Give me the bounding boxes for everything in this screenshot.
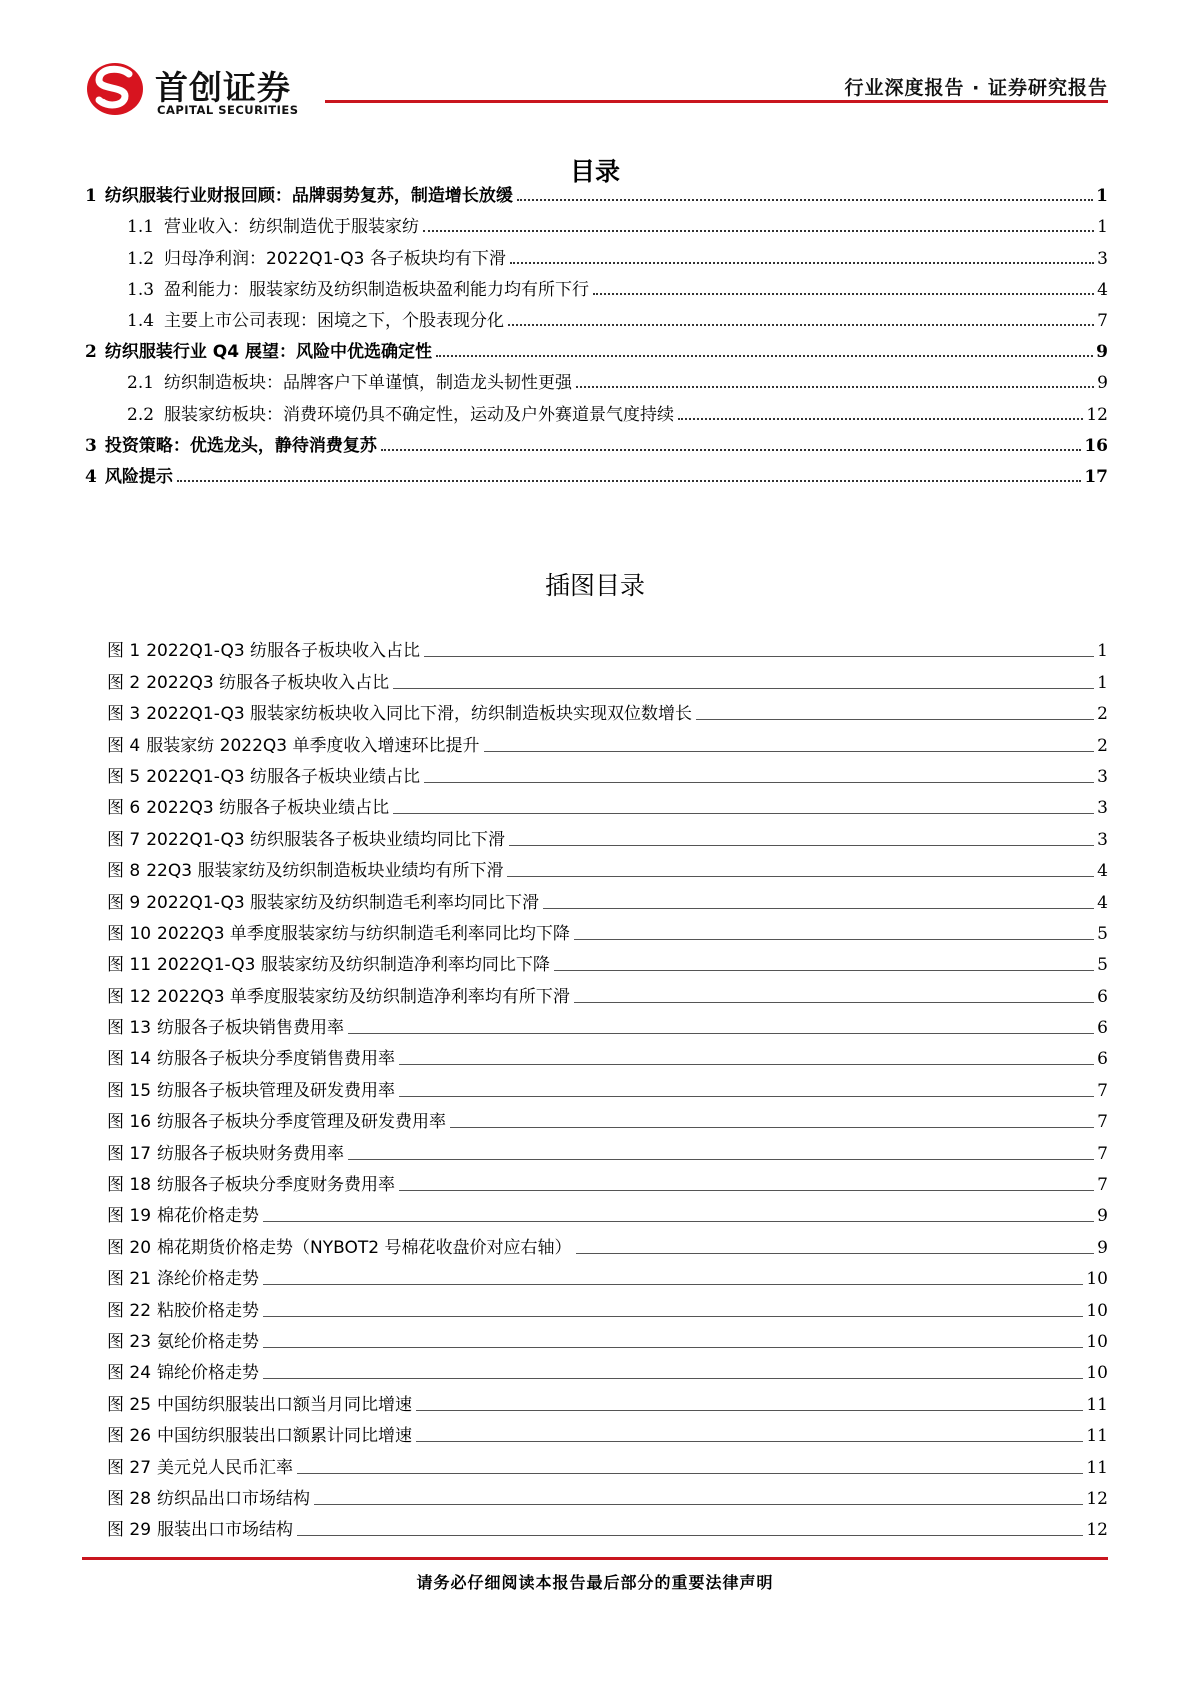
figure-entry[interactable]	[85, 1478, 1108, 1509]
entry-title: 纺服各子板块分季度销售费用率	[157, 1049, 396, 1070]
entry-page-number: 12	[1086, 1520, 1108, 1541]
dot-leader	[576, 1252, 1095, 1254]
dot-leader	[507, 875, 1094, 877]
dot-leader	[696, 718, 1094, 720]
entry-page-number: 9	[1096, 342, 1108, 363]
entry-title: 2022Q3 单季度服装家纺及纺织制造净利率均有所下滑	[157, 986, 570, 1007]
toc-entry[interactable]	[85, 300, 1108, 331]
entry-page-number: 9	[1097, 373, 1108, 394]
entry-number: 图 23	[107, 1331, 152, 1352]
entry-number: 1.4	[127, 310, 155, 331]
figure-entry[interactable]	[85, 944, 1108, 975]
entry-page-number: 12	[1086, 1488, 1108, 1509]
entry-title: 锦纶价格走势	[157, 1363, 260, 1384]
entry-page-number: 9	[1097, 1237, 1108, 1258]
entry-title: 氨纶价格走势	[157, 1331, 260, 1352]
figure-entry[interactable]	[85, 1352, 1108, 1383]
toc-entry[interactable]	[85, 331, 1108, 362]
entry-number: 图 16	[107, 1112, 152, 1133]
entry-title: 营业收入：纺织制造优于服装家纺	[164, 217, 420, 238]
entry-title: 服装出口市场结构	[157, 1520, 294, 1541]
entry-number: 图 22	[107, 1300, 152, 1321]
figure-entry[interactable]	[85, 1195, 1108, 1226]
entry-number: 2.2	[127, 404, 155, 425]
dot-leader	[348, 1032, 1094, 1034]
dot-leader	[393, 687, 1094, 689]
capital-securities-logo-icon	[85, 60, 145, 118]
figure-entry[interactable]	[85, 818, 1108, 849]
entry-title: 棉花期货价格走势（NYBOT2 号棉花收盘价对应右轴）	[157, 1237, 572, 1258]
dot-leader	[416, 1440, 1083, 1442]
entry-number: 2	[85, 342, 97, 363]
entry-page-number: 1	[1097, 641, 1108, 662]
entry-title: 美元兑人民币汇率	[157, 1457, 294, 1478]
entry-title: 归母净利润：2022Q1-Q3 各子板块均有下滑	[164, 248, 506, 269]
figure-entry[interactable]	[85, 661, 1108, 692]
dot-leader	[263, 1377, 1083, 1379]
toc-entry[interactable]	[85, 362, 1108, 393]
entry-title: 中国纺织服装出口额当月同比增速	[157, 1394, 413, 1415]
toc-entry[interactable]	[85, 237, 1108, 268]
figure-entry[interactable]	[85, 1132, 1108, 1163]
dot-leader	[348, 1158, 1094, 1160]
company-logo	[85, 58, 325, 118]
figure-list-heading: 插图目录	[544, 571, 645, 600]
entry-number: 图 26	[107, 1426, 152, 1447]
entry-number: 图 27	[107, 1457, 152, 1478]
figure-entry[interactable]	[85, 1383, 1108, 1414]
entry-title: 纺服各子板块管理及研发费用率	[157, 1080, 396, 1101]
entry-page-number: 3	[1097, 248, 1108, 269]
entry-page-number: 9	[1097, 1206, 1108, 1227]
dot-leader	[314, 1503, 1083, 1505]
figure-entry[interactable]	[85, 1101, 1108, 1132]
dot-leader	[436, 354, 1093, 357]
figure-entry[interactable]	[85, 850, 1108, 881]
entry-page-number: 1	[1097, 672, 1108, 693]
entry-title: 2022Q1-Q3 服装家纺板块收入同比下滑，纺织制造板块实现双位数增长	[146, 704, 693, 725]
entry-page-number: 7	[1097, 310, 1108, 331]
footer-divider	[82, 1557, 1108, 1560]
figure-entry[interactable]	[85, 1164, 1108, 1195]
entry-number: 图 19	[107, 1206, 152, 1227]
dot-leader	[399, 1189, 1094, 1191]
figure-entry[interactable]	[85, 1007, 1108, 1038]
entry-number: 图 10	[107, 923, 152, 944]
dot-leader	[678, 417, 1083, 420]
entry-title: 纺织服装行业财报回顾：品牌弱势复苏，制造增长放缓	[104, 186, 513, 207]
entry-title: 纺织制造板块：品牌客户下单谨慎，制造龙头韧性更强	[164, 373, 573, 394]
figure-list	[85, 630, 1108, 1540]
report-type-title: 行业深度报告 · 证券研究报告	[844, 77, 1108, 99]
dot-leader	[517, 198, 1093, 201]
entry-title: 2022Q3 单季度服装家纺与纺织制造毛利率同比均下降	[157, 923, 570, 944]
figure-entry[interactable]	[85, 1289, 1108, 1320]
dot-leader	[297, 1534, 1083, 1536]
entry-page-number: 5	[1097, 923, 1108, 944]
entry-number: 图 2	[107, 672, 141, 693]
dot-leader	[424, 781, 1094, 783]
entry-page-number: 10	[1086, 1269, 1108, 1290]
entry-page-number: 2	[1097, 704, 1108, 725]
entry-number: 图 4	[107, 735, 141, 756]
entry-number: 图 18	[107, 1175, 152, 1196]
dot-leader	[574, 1001, 1094, 1003]
toc-entry[interactable]	[85, 175, 1108, 206]
dot-leader	[263, 1283, 1083, 1285]
page-header	[0, 0, 1190, 120]
dot-leader	[177, 479, 1081, 482]
dot-leader	[576, 385, 1094, 388]
dot-leader	[593, 292, 1094, 295]
entry-title: 纺服各子板块分季度财务费用率	[157, 1175, 396, 1196]
entry-page-number: 10	[1086, 1363, 1108, 1384]
entry-number: 图 5	[107, 766, 141, 787]
figure-entry[interactable]	[85, 1509, 1108, 1540]
dot-leader	[263, 1315, 1083, 1317]
dot-leader	[554, 969, 1094, 971]
entry-page-number: 1	[1097, 217, 1108, 238]
dot-leader	[263, 1346, 1083, 1348]
entry-title: 服装家纺板块：消费环境仍具不确定性，运动及户外赛道景气度持续	[164, 404, 675, 425]
entry-title: 纺服各子板块分季度管理及研发费用率	[157, 1112, 447, 1133]
dot-leader	[543, 907, 1094, 909]
entry-title: 2022Q1-Q3 纺服各子板块业绩占比	[146, 766, 421, 787]
toc-entry[interactable]	[85, 393, 1108, 424]
entry-number: 图 9	[107, 892, 141, 913]
figure-entry[interactable]	[85, 630, 1108, 661]
entry-page-number: 3	[1097, 829, 1108, 850]
entry-number: 图 7	[107, 829, 141, 850]
entry-number: 图 29	[107, 1520, 152, 1541]
dot-leader	[424, 655, 1094, 657]
dot-leader	[399, 1095, 1094, 1097]
toc-entry[interactable]	[85, 269, 1108, 300]
legal-disclaimer-note: 请务必仔细阅读本报告最后部分的重要法律声明	[416, 1573, 774, 1592]
entry-number: 图 17	[107, 1143, 152, 1164]
entry-page-number: 6	[1097, 1049, 1108, 1070]
entry-title: 纺服各子板块财务费用率	[157, 1143, 345, 1164]
entry-number: 4	[85, 466, 97, 487]
entry-number: 3	[85, 435, 97, 456]
dot-leader	[450, 1126, 1094, 1128]
entry-title: 粘胶价格走势	[157, 1300, 260, 1321]
figure-entry[interactable]	[85, 1226, 1108, 1257]
table-of-contents	[85, 175, 1108, 487]
entry-page-number: 5	[1097, 955, 1108, 976]
entry-number: 图 24	[107, 1363, 152, 1384]
entry-number: 图 3	[107, 704, 141, 725]
dot-leader	[393, 812, 1094, 814]
entry-page-number: 1	[1096, 186, 1108, 207]
dot-leader	[423, 229, 1094, 232]
entry-title: 2022Q1-Q3 纺服各子板块收入占比	[146, 641, 421, 662]
entry-page-number: 11	[1086, 1394, 1108, 1415]
figure-entry[interactable]	[85, 881, 1108, 912]
entry-title: 22Q3 服装家纺及纺织制造板块业绩均有所下滑	[146, 861, 504, 882]
dot-leader	[399, 1063, 1094, 1065]
entry-number: 图 6	[107, 798, 141, 819]
entry-page-number: 11	[1086, 1426, 1108, 1447]
entry-title: 中国纺织服装出口额累计同比增速	[157, 1426, 413, 1447]
entry-number: 1.2	[127, 248, 155, 269]
entry-number: 1	[85, 186, 97, 207]
entry-number: 图 21	[107, 1269, 152, 1290]
figure-entry[interactable]	[85, 724, 1108, 755]
entry-page-number: 3	[1097, 798, 1108, 819]
entry-number: 图 25	[107, 1394, 152, 1415]
figure-entry[interactable]	[85, 913, 1108, 944]
figure-entry[interactable]	[85, 1069, 1108, 1100]
entry-number: 1.3	[127, 279, 155, 300]
figure-entry[interactable]	[85, 756, 1108, 787]
entry-number: 图 28	[107, 1488, 152, 1509]
entry-title: 涤纶价格走势	[157, 1269, 260, 1290]
entry-title: 纺服各子板块销售费用率	[157, 1018, 345, 1039]
entry-page-number: 7	[1097, 1080, 1108, 1101]
entry-page-number: 6	[1097, 986, 1108, 1007]
dot-leader	[508, 323, 1094, 326]
logo-english-name: CAPITAL SECURITIES	[157, 103, 299, 117]
toc-heading: 目录	[569, 157, 620, 186]
dot-leader	[416, 1409, 1083, 1411]
entry-title: 棉花价格走势	[157, 1206, 260, 1227]
entry-title: 2022Q1-Q3 服装家纺及纺织制造毛利率均同比下滑	[146, 892, 540, 913]
entry-page-number: 17	[1084, 466, 1108, 487]
entry-title: 2022Q3 纺服各子板块业绩占比	[146, 798, 390, 819]
entry-page-number: 4	[1097, 279, 1108, 300]
entry-page-number: 2	[1097, 735, 1108, 756]
entry-number: 图 14	[107, 1049, 152, 1070]
dot-leader	[574, 938, 1094, 940]
entry-title: 纺织服装行业 Q4 展望：风险中优选确定性	[104, 342, 432, 363]
figure-entry[interactable]	[85, 693, 1108, 724]
toc-entry[interactable]	[85, 425, 1108, 456]
dot-leader	[263, 1220, 1094, 1222]
toc-entry[interactable]	[85, 206, 1108, 237]
dot-leader	[509, 844, 1094, 846]
figure-entry[interactable]	[85, 1446, 1108, 1477]
entry-page-number: 7	[1097, 1175, 1108, 1196]
entry-title: 风险提示	[104, 466, 173, 487]
entry-title: 2022Q1-Q3 服装家纺及纺织制造净利率均同比下降	[157, 955, 550, 976]
figure-entry[interactable]	[85, 787, 1108, 818]
entry-number: 1.1	[127, 217, 155, 238]
entry-number: 图 13	[107, 1018, 152, 1039]
entry-number: 图 8	[107, 861, 141, 882]
entry-number: 2.1	[127, 373, 155, 394]
entry-page-number: 11	[1086, 1457, 1108, 1478]
entry-page-number: 12	[1086, 404, 1108, 425]
entry-page-number: 10	[1086, 1331, 1108, 1352]
entry-number: 图 1	[107, 641, 141, 662]
dot-leader	[484, 750, 1095, 752]
entry-page-number: 4	[1097, 892, 1108, 913]
entry-number: 图 15	[107, 1080, 152, 1101]
entry-title: 盈利能力：服装家纺及纺织制造板块盈利能力均有所下行	[164, 279, 590, 300]
dot-leader	[297, 1472, 1083, 1474]
entry-number: 图 20	[107, 1237, 152, 1258]
header-divider	[325, 100, 1108, 103]
entry-page-number: 7	[1097, 1112, 1108, 1133]
entry-page-number: 4	[1097, 861, 1108, 882]
entry-number: 图 12	[107, 986, 152, 1007]
figure-entry[interactable]	[85, 975, 1108, 1006]
entry-page-number: 10	[1086, 1300, 1108, 1321]
entry-title: 2022Q1-Q3 纺织服装各子板块业绩均同比下滑	[146, 829, 506, 850]
dot-leader	[381, 448, 1081, 451]
entry-number: 图 11	[107, 955, 152, 976]
entry-page-number: 16	[1084, 435, 1108, 456]
logo-chinese-name: 首创证券	[155, 68, 291, 107]
figure-entry[interactable]	[85, 1415, 1108, 1446]
entry-page-number: 6	[1097, 1018, 1108, 1039]
figure-entry[interactable]	[85, 1321, 1108, 1352]
toc-entry[interactable]	[85, 456, 1108, 487]
entry-page-number: 7	[1097, 1143, 1108, 1164]
entry-title: 2022Q3 纺服各子板块收入占比	[146, 672, 390, 693]
entry-title: 投资策略：优选龙头，静待消费复苏	[104, 435, 377, 456]
dot-leader	[510, 261, 1094, 264]
entry-page-number: 3	[1097, 766, 1108, 787]
figure-entry[interactable]	[85, 1038, 1108, 1069]
figure-entry[interactable]	[85, 1258, 1108, 1289]
entry-title: 纺织品出口市场结构	[157, 1488, 311, 1509]
entry-title: 服装家纺 2022Q3 单季度收入增速环比提升	[146, 735, 480, 756]
entry-title: 主要上市公司表现：困境之下，个股表现分化	[164, 310, 505, 331]
